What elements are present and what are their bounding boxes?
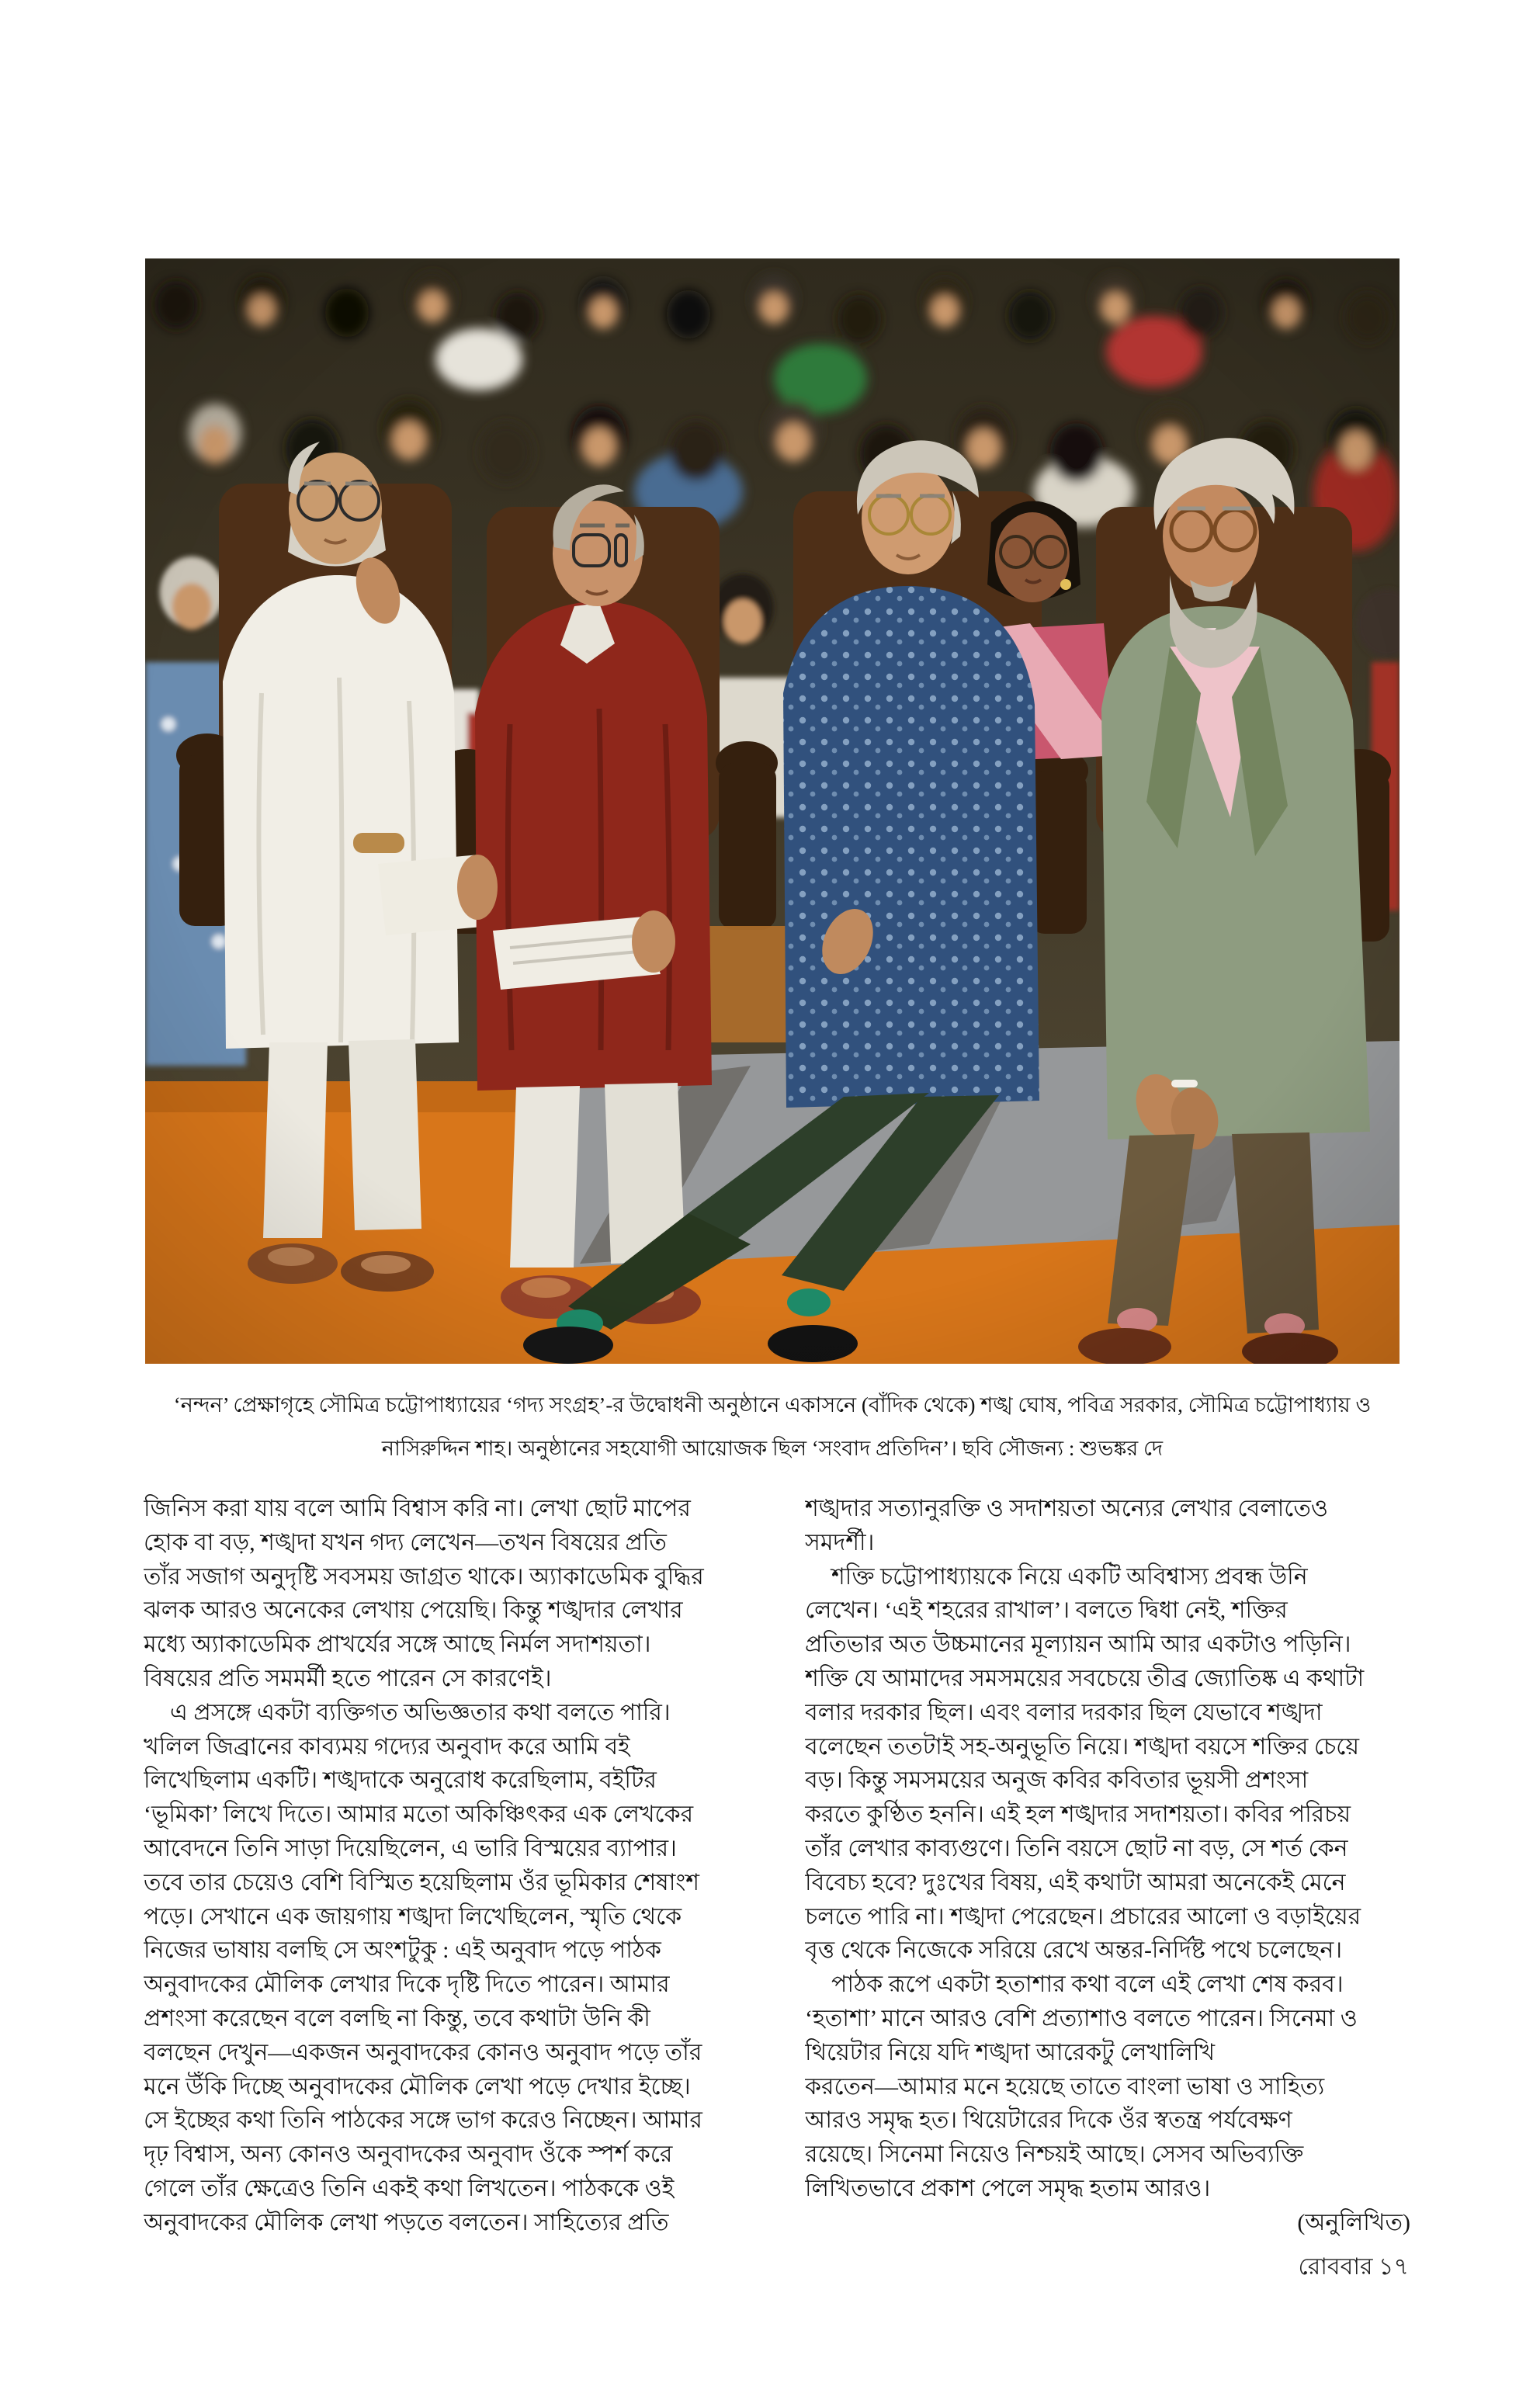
text-line: তবে তার চেয়েও বেশি বিস্মিত হয়েছিলাম ওঁর ভূমিকার শেষাংশ: [144, 1869, 700, 1895]
article-column-right: [805, 1492, 1410, 2240]
text-line: ঝলক আরও অনেকের লেখায় পেয়েছি। কিন্তু শঙ্খদার লেখার: [144, 1597, 683, 1624]
text-line: এ প্রসঙ্গে একটা ব্যক্তিগত অভিজ্ঞতার কথা বলতে পারি।: [170, 1699, 671, 1725]
text-line: পড়ে। সেখানে এক জায়গায় শঙ্খদা লিখেছিলেন, স্মৃতি থেকে: [144, 1903, 682, 1930]
text-line: আবেদনে তিনি সাড়া দিয়েছিলেন, এ ভারি বিস্ময়ের ব্যাপার।: [144, 1835, 677, 1861]
text-line: (অনুলিখিত): [1297, 2209, 1410, 2235]
text-line: রয়েছে। সিনেমা নিয়েও নিশ্চয়ই আছে। সেসব অভিব্যক্তি: [805, 2142, 1304, 2168]
photo-caption: [145, 1383, 1400, 1470]
event-photo: [145, 258, 1400, 1364]
text-line: গেলে তাঁর ক্ষেত্রেও তিনি একই কথা লিখতেন। পাঠককে ওই: [144, 2175, 675, 2201]
text-line: বলেছেন ততটাই সহ-অনুভূতি নিয়ে। শঙ্খদা বয়সে শক্তির চেয়ে: [805, 1733, 1360, 1760]
article-column-left: [144, 1492, 741, 2240]
text-line: করতেন—আমার মনে হয়েছে তাতে বাংলা ভাষা ও সাহিত্য: [805, 2073, 1325, 2100]
text-line: বলছেন দেখুন—একজন অনুবাদকের কোনও অনুবাদ পড়ে তাঁর: [144, 2039, 702, 2065]
page-footer: রোববার ১৭: [1298, 2254, 1409, 2280]
text-line: পাঠক রূপে একটা হতাশার কথা বলে এই লেখা শেষ করব।: [831, 1972, 1344, 1998]
text-line: থিয়েটার নিয়ে যদি শঙ্খদা আরেকটু লেখালিখি: [805, 2039, 1216, 2065]
text-line: হোক বা বড়, শঙ্খদা যখন গদ্য লেখেন—তখন বিষয়ের প্রতি: [144, 1529, 667, 1555]
text-line: প্রশংসা করেছেন বলে বলছি না কিন্তু, তবে কথাটা উনি কী: [144, 2005, 650, 2031]
text-line: লিখিতভাবে প্রকাশ পেলে সমৃদ্ধ হতাম আরও।: [805, 2175, 1211, 2201]
text-line: বলার দরকার ছিল। এবং বলার দরকার ছিল যেভাবে শঙ্খদা: [805, 1699, 1323, 1725]
photo-caption-line: নাসিরুদ্দিন শাহ। অনুষ্ঠানের সহযোগী আয়োজক ছিল ‘সংবাদ প্রতিদিন’। ছবি সৌজন্য : শুভঙ্কর দে: [381, 1437, 1164, 1460]
text-line: বড়। কিন্তু সমসময়ের অনুজ কবির কবিতার ভূয়সী প্রশংসা: [805, 1767, 1309, 1794]
text-line: শক্তি যে আমাদের সমসময়ের সবচেয়ে তীব্র জ্যোতিষ্ক এ কথাটা: [805, 1665, 1365, 1691]
text-line: শঙ্খদার সত্যানুরক্তি ও সদাশয়তা অন্যের লেখার বেলাতেও: [805, 1496, 1328, 1521]
text-line: জিনিস করা যায় বলে আমি বিশ্বাস করি না। লেখা ছোট মাপের: [144, 1496, 691, 1521]
text-line: বিবেচ্য হবে? দুঃখের বিষয়, এই কথাটা আমরা অনেকেই মেনে: [805, 1869, 1346, 1895]
event-photo-svg: [145, 258, 1400, 1364]
text-line: বিষয়ের প্রতি সমমর্মী হতে পারেন সে কারণেই।: [144, 1665, 552, 1691]
text-line: প্রতিভার অত উচ্চমানের মূল্যায়ন আমি আর একটাও পড়িনি।: [805, 1632, 1351, 1658]
text-line: চলতে পারি না। শঙ্খদা পেরেছেন। প্রচারের আলো ও বড়াইয়ের: [805, 1903, 1361, 1930]
photo-vignette: [145, 258, 1400, 1364]
text-line: করতে কুণ্ঠিত হননি। এই হল শঙ্খদার সদাশয়তা। কবির পরিচয়: [805, 1802, 1351, 1828]
text-line: বৃত্ত থেকে নিজেকে সরিয়ে রেখে অন্তর-নির্দিষ্ট পথে চলেছেন।: [805, 1937, 1343, 1964]
text-line: মধ্যে অ্যাকাডেমিক প্রাখর্যের সঙ্গে আছে নির্মল সদাশয়তা।: [144, 1632, 651, 1658]
text-line: দৃঢ় বিশ্বাস, অন্য কোনও অনুবাদকের অনুবাদ ওঁকে স্পর্শ করে: [144, 2142, 673, 2168]
text-line: ‘ভূমিকা’ লিখে দিতে। আমার মতো অকিঞ্চিৎকর এক লেখকের: [144, 1802, 694, 1828]
text-line: লেখেন। ‘এই শহরের রাখাল’। বলতে দ্বিধা নেই, শক্তির: [805, 1597, 1288, 1624]
text-line: তাঁর সজাগ অনুদৃষ্টি সবসময় জাগ্রত থাকে। অ্যাকাডেমিক বুদ্ধির: [144, 1563, 704, 1590]
text-line: অনুবাদকের মৌলিক লেখার দিকে দৃষ্টি দিতে পারেন। আমার: [144, 1972, 670, 1998]
text-line: আরও সমৃদ্ধ হত। থিয়েটারের দিকে ওঁর স্বতন্ত্র পর্যবেক্ষণ: [805, 2107, 1292, 2134]
text-line: নিজের ভাষায় বলছি সে অংশটুকু : এই অনুবাদ পড়ে পাঠক: [144, 1937, 661, 1964]
text-line: সে ইচ্ছের কথা তিনি পাঠকের সঙ্গে ভাগ করেও নিচ্ছেন। আমার: [144, 2107, 702, 2134]
text-line: ‘হতাশা’ মানে আরও বেশি প্রত্যাশাও বলতে পারেন। সিনেমা ও: [805, 2005, 1358, 2031]
text-line: খলিল জিব্রানের কাব্যময় গদ্যের অনুবাদ করে আমি বই: [144, 1733, 630, 1760]
photo-caption-line: ‘নন্দন’ প্রেক্ষাগৃহে সৌমিত্র চট্টোপাধ্যায়ের ‘গদ্য সংগ্রহ’-র উদ্বোধনী অনুষ্ঠানে একাসনে (বাঁদিক থেকে) শঙ্খ ঘোষ, পবিত্র সরকার, সৌমিত্র চট্টোপাধ্যায় ও: [173, 1393, 1372, 1417]
text-line: সমদর্শী।: [805, 1529, 875, 1555]
text-line: শক্তি চট্টোপাধ্যায়কে নিয়ে একটি অবিশ্বাস্য প্রবন্ধ উনি: [831, 1563, 1308, 1590]
text-line: লিখেছিলাম একটি। শঙ্খদাকে অনুরোধ করেছিলাম, বইটির: [144, 1767, 657, 1794]
text-line: মনে উঁকি দিচ্ছে অনুবাদকের মৌলিক লেখা পড়ে দেখার ইচ্ছে।: [144, 2073, 691, 2100]
text-line: তাঁর লেখার কাব্যগুণে। তিনি বয়সে ছোট না বড়, সে শর্ত কেন: [805, 1835, 1348, 1861]
text-line: অনুবাদকের মৌলিক লেখা পড়তে বলতেন। সাহিত্যের প্রতি: [144, 2209, 669, 2235]
